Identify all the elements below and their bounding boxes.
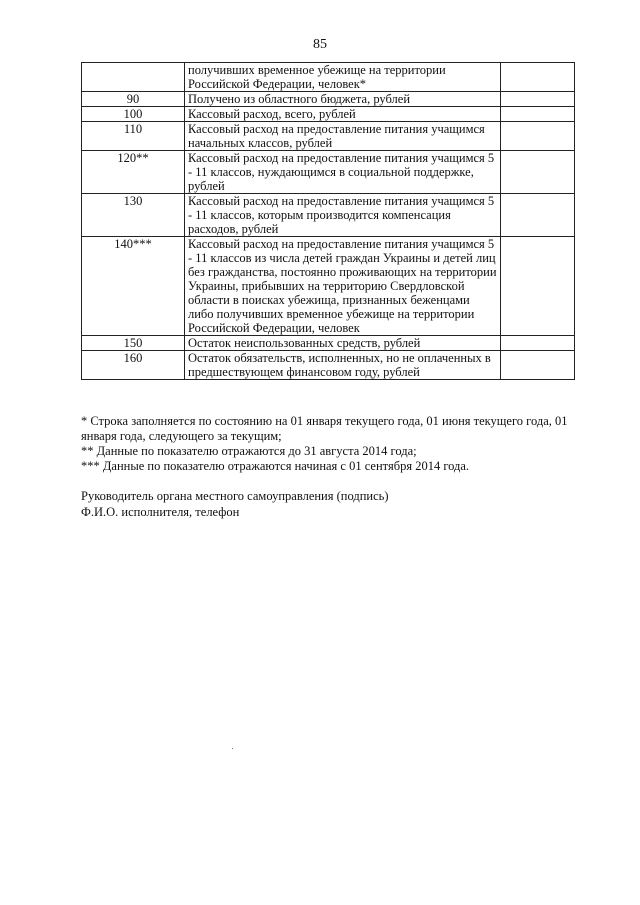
row-code: 140***	[82, 237, 185, 336]
row-value	[501, 63, 575, 92]
table-row	[82, 151, 575, 194]
row-value	[501, 237, 575, 336]
row-description: Кассовый расход на предоставление питания учащимся 5 - 11 классов из числа детей граждан Украины и детей лиц без гражданства, постоянно проживающих на территории Украины, прибывших на территорию Свердловской области в поисках убежища, признанных беженцами либо получивших временное убежище на территории Российской Федерации, человек	[185, 237, 501, 336]
row-value	[501, 194, 575, 237]
row-code: 130	[82, 194, 185, 237]
row-code: 120**	[82, 151, 185, 194]
table-row	[82, 122, 575, 151]
footnote: * Строка заполняется по состоянию на 01 января текущего года, 01 июня текущего года, 01 января года, следующего за текущим;	[81, 414, 568, 443]
row-code: 100	[82, 107, 185, 122]
table-row	[82, 107, 575, 122]
row-value	[501, 151, 575, 194]
row-value	[501, 107, 575, 122]
row-description: Остаток неиспользованных средств, рублей	[185, 336, 501, 351]
row-description: Остаток обязательств, исполненных, но не оплаченных в предшествующем финансовом году, рублей	[185, 351, 501, 380]
row-value	[501, 92, 575, 107]
row-description: Кассовый расход, всего, рублей	[185, 107, 501, 122]
row-description: Получено из областного бюджета, рублей	[185, 92, 501, 107]
footnote: ** Данные по показателю отражаются до 31 августа 2014 года;	[81, 444, 417, 458]
row-description: Кассовый расход на предоставление питания учащимся начальных классов, рублей	[185, 122, 501, 151]
row-value	[501, 336, 575, 351]
footnotes	[81, 414, 589, 474]
row-description: Кассовый расход на предоставление питания учащимся 5 - 11 классов, нуждающимся в социальной поддержке, рублей	[185, 151, 501, 194]
row-description: Кассовый расход на предоставление питания учащимся 5 - 11 классов, которым производится компенсация расходов, рублей	[185, 194, 501, 237]
table-row	[82, 194, 575, 237]
row-code: 90	[82, 92, 185, 107]
table-row	[82, 237, 575, 336]
report-table	[81, 62, 575, 380]
signature-executor-line: Ф.И.О. исполнителя, телефон	[81, 505, 240, 519]
row-code: 160	[82, 351, 185, 380]
table-row	[82, 63, 575, 92]
signature-block	[81, 488, 581, 520]
table-row	[82, 336, 575, 351]
row-code: 150	[82, 336, 185, 351]
signature-head-line: Руководитель органа местного самоуправления (подпись)	[81, 489, 389, 503]
table-row	[82, 351, 575, 380]
table-row	[82, 92, 575, 107]
page-number: 85	[313, 37, 327, 52]
row-description: получивших временное убежище на территории Российской Федерации, человек*	[185, 63, 501, 92]
row-code	[82, 63, 185, 92]
row-code: 110	[82, 122, 185, 151]
row-value	[501, 122, 575, 151]
footnote: *** Данные по показателю отражаются начиная с 01 сентября 2014 года.	[81, 459, 470, 473]
scan-dot	[232, 748, 233, 749]
row-value	[501, 351, 575, 380]
